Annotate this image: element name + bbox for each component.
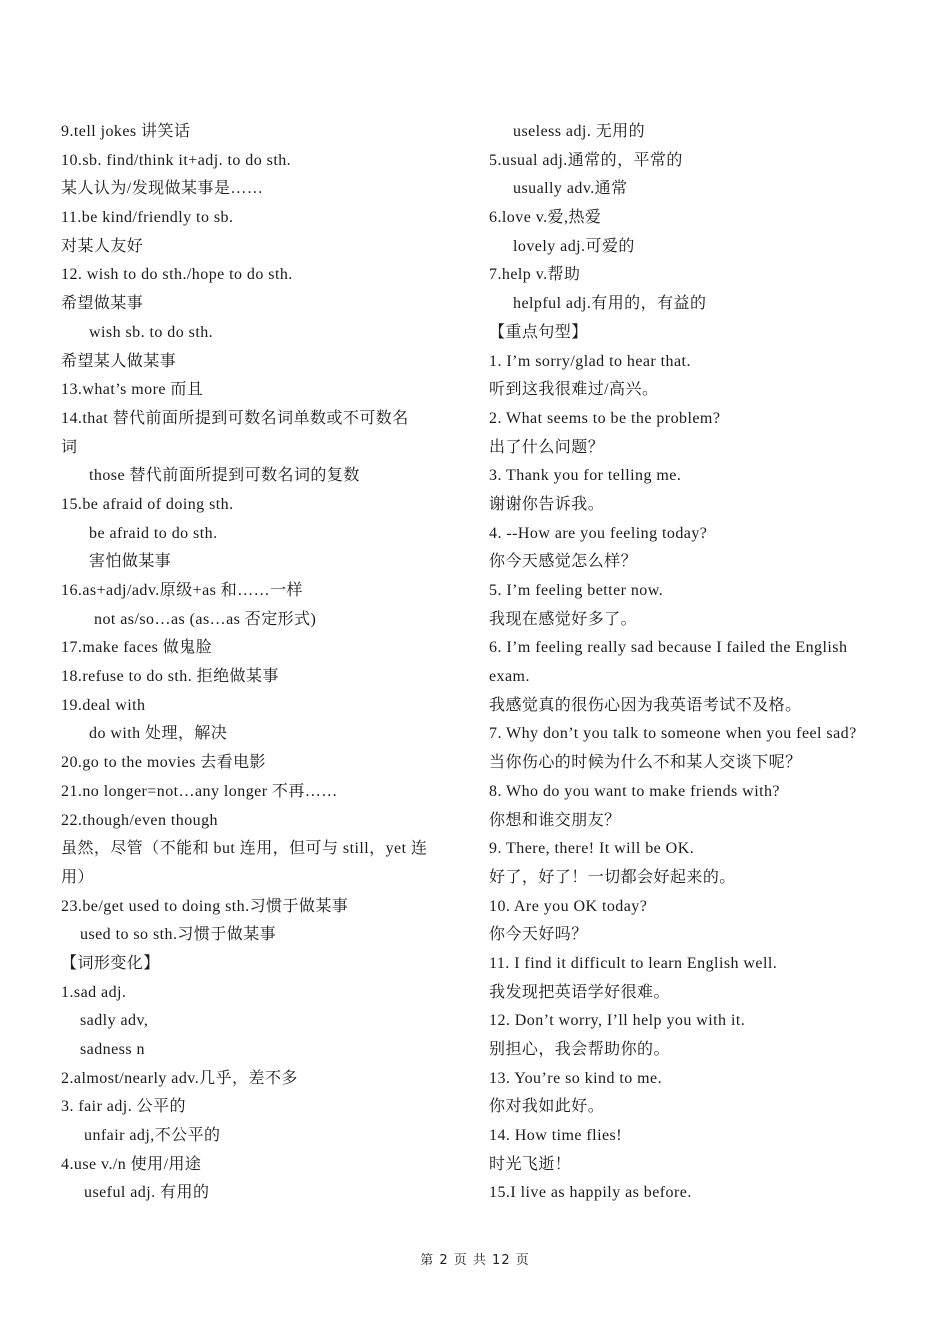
text-line: 10.sb. find/think it+adj. to do sth.	[61, 151, 292, 169]
text-line: 你想和谁交朋友？	[489, 811, 621, 829]
text-line: not as/so…as (as…as 否定形式)	[94, 610, 317, 628]
text-line: 谢谢你告诉我。	[489, 495, 605, 513]
text-line: helpful adj.有用的，有益的	[513, 295, 707, 313]
text-line: sadness n	[80, 1041, 145, 1058]
text-line: 4. --How are you feeling today?	[489, 524, 708, 542]
text-line: 你今天好吗？	[489, 926, 588, 944]
text-line: unfair adj,不公平的	[84, 1127, 221, 1145]
text-line: 8. Who do you want to make friends with?	[489, 782, 780, 800]
text-line: 14. How time flies!	[489, 1127, 622, 1145]
text-line: 12. wish to do sth./hope to do sth.	[61, 266, 293, 284]
text-line: 我发现把英语学好很难。	[489, 983, 670, 1001]
text-line: 7. Why don’t you talk to someone when you feel sad?	[489, 725, 857, 743]
text-line: 15.I live as happily as before.	[489, 1184, 692, 1202]
text-line: useful adj. 有用的	[84, 1184, 210, 1202]
text-line: 希望做某事	[61, 295, 144, 313]
text-line: 虽然，尽管（不能和 but 连用，但可与 still，yet 连	[61, 840, 428, 858]
text-line: be afraid to do sth.	[89, 524, 218, 542]
text-line: useless adj. 无用的	[513, 123, 646, 140]
text-line: 你对我如此好。	[489, 1098, 605, 1116]
text-line: 20.go to the movies 去看电影	[61, 754, 267, 772]
text-line: 10. Are you OK today?	[489, 897, 648, 915]
text-line: 11. I find it difficult to learn English well.	[489, 954, 778, 972]
text-line: 你今天感觉怎么样？	[489, 553, 638, 571]
text-line: 词	[61, 438, 78, 456]
text-line: 11.be kind/friendly to sb.	[61, 209, 234, 227]
text-line: used to so sth.习惯于做某事	[80, 926, 277, 944]
text-line: 【词形变化】	[61, 954, 160, 972]
text-line: 2. What seems to be the problem?	[489, 409, 721, 427]
text-line: 5. I’m feeling better now.	[489, 582, 664, 599]
text-line: 9. There, there! It will be OK.	[489, 840, 695, 858]
text-line: 9.tell jokes 讲笑话	[61, 123, 191, 140]
text-line: do with 处理，解决	[89, 725, 228, 743]
text-line: 14.that 替代前面所提到可数名词单数或不可数名	[61, 409, 409, 427]
text-line: 5.usual adj.通常的，平常的	[489, 151, 683, 169]
text-line: 希望某人做某事	[61, 352, 177, 370]
text-line: 13.what’s more 而且	[61, 381, 204, 399]
text-line: 害怕做某事	[89, 553, 172, 571]
text-line: 别担心，我会帮助你的。	[489, 1041, 670, 1058]
text-line: 对某人友好	[61, 237, 144, 255]
text-line: 某人认为/发现做某事是……	[61, 180, 264, 198]
text-line: those 替代前面所提到可数名词的复数	[89, 467, 360, 485]
text-line: 7.help v.帮助	[489, 266, 581, 284]
text-line: 6.love v.爱,热爱	[489, 209, 602, 227]
left-column	[61, 118, 461, 1208]
text-line: 4.use v./n 使用/用途	[61, 1155, 202, 1173]
text-line: 1. I’m sorry/glad to hear that.	[489, 352, 691, 370]
text-line: 时光飞逝！	[489, 1155, 572, 1173]
text-line: 1.sad adj.	[61, 983, 127, 1001]
text-line: usually adv.通常	[513, 180, 628, 198]
text-line: 17.make faces 做鬼脸	[61, 639, 213, 657]
text-line: wish sb. to do sth.	[89, 323, 214, 341]
text-line: 我感觉真的很伤心因为我英语考试不及格。	[489, 696, 802, 714]
text-line: 12. Don’t worry, I’ll help you with it.	[489, 1012, 746, 1030]
text-line: 15.be afraid of doing sth.	[61, 495, 234, 513]
text-line: lovely adj.可爱的	[513, 237, 635, 255]
text-line: 2.almost/nearly adv.几乎，差不多	[61, 1069, 298, 1087]
text-line: 23.be/get used to doing sth.习惯于做某事	[61, 897, 349, 915]
text-line: 当你伤心的时候为什么不和某人交谈下呢？	[489, 754, 802, 772]
text-line: 16.as+adj/adv.原级+as 和……一样	[61, 582, 304, 599]
text-line: 3. fair adj. 公平的	[61, 1098, 186, 1116]
text-line: 19.deal with	[61, 696, 146, 714]
right-column	[489, 118, 899, 1208]
text-line: 13. You’re so kind to me.	[489, 1069, 663, 1087]
text-line: 21.no longer=not…any longer 不再……	[61, 782, 338, 800]
text-line: 【重点句型】	[489, 323, 588, 341]
text-line: 3. Thank you for telling me.	[489, 467, 682, 485]
text-line: 22.though/even though	[61, 811, 218, 829]
text-line: sadly adv,	[80, 1012, 149, 1030]
text-line: 好了，好了！一切都会好起来的。	[489, 868, 736, 886]
page-footer: 第 2 页 共 12 页	[420, 1253, 530, 1268]
text-line: exam.	[489, 668, 530, 686]
text-line: 6. I’m feeling really sad because I failed the English	[489, 639, 848, 657]
text-line: 我现在感觉好多了。	[489, 610, 638, 628]
text-line: 听到这我很难过/高兴。	[489, 381, 659, 399]
text-line: 18.refuse to do sth. 拒绝做某事	[61, 668, 279, 686]
text-line: 用）	[61, 868, 94, 886]
text-line: 出了什么问题？	[489, 438, 605, 456]
